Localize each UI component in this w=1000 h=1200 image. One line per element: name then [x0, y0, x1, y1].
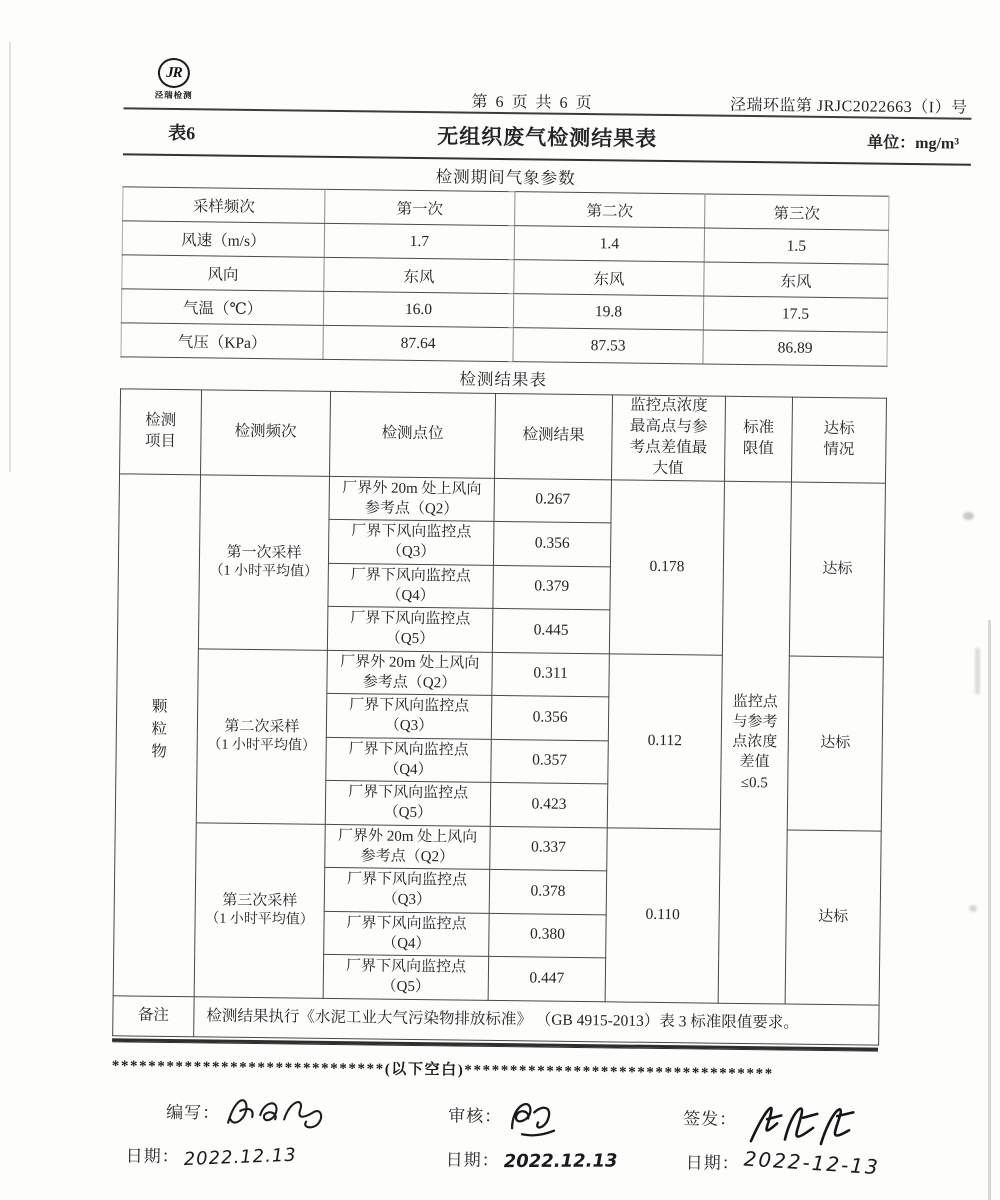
frequency-cell: 第三次采样 （1 小时平均值） — [194, 822, 325, 998]
weather-cell: 风速（m/s） — [122, 221, 324, 257]
reviewer-signature-scribble — [502, 1092, 569, 1143]
weather-cell: 1.4 — [514, 226, 704, 262]
location-cell: 厂界下风向监控点（Q4） — [326, 737, 492, 783]
weather-section-caption: 检测期间气象参数 — [435, 167, 576, 188]
unit-label: 单位：mg/m³ — [867, 133, 960, 153]
value-cell: 0.380 — [489, 913, 607, 958]
results-table — [112, 388, 887, 1045]
page-number: 第 6 页 共 6 页 — [471, 93, 594, 113]
weather-cell: 87.64 — [323, 325, 513, 361]
weather-cell: 气压（KPa） — [121, 323, 323, 359]
logo-initials: JR — [166, 64, 182, 81]
col-header-result: 检测结果 — [495, 393, 613, 479]
location-cell: 厂界下风向监控点（Q5） — [325, 781, 491, 827]
date-block-reviewer — [446, 1145, 686, 1173]
date-value: 2022-12-13 — [743, 1146, 881, 1179]
weather-cell: 采样频次 — [123, 187, 325, 223]
signature-row — [111, 1085, 960, 1147]
frequency-cell: 第二次采样 （1 小时平均值） — [196, 649, 327, 825]
sign-block-writer — [166, 1086, 449, 1139]
weather-cell: 第三次 — [705, 194, 889, 230]
weather-cell: 东风 — [704, 262, 888, 298]
col-header-compliance: 达标情况 — [791, 397, 886, 483]
compliance-cell: 达标 — [789, 482, 885, 657]
issuer-label: 签发： — [683, 1108, 738, 1129]
date-label: 日期： — [445, 1150, 500, 1170]
value-cell: 0.357 — [491, 739, 609, 784]
weather-cell: 87.53 — [513, 328, 703, 364]
remark-label: 备注 — [113, 995, 194, 1036]
location-cell: 厂界下风向监控点（Q3） — [324, 868, 490, 914]
weather-cell: 气温（℃） — [121, 289, 323, 325]
remark-row — [113, 995, 879, 1044]
location-cell: 厂界下风向监控点（Q4） — [324, 911, 490, 957]
max-diff-cell: 0.178 — [609, 480, 724, 655]
compliance-cell: 达标 — [785, 830, 881, 1005]
weather-cell: 风向 — [122, 255, 324, 291]
blank-space-notice: ******************************(以下空白)********************************** — [111, 1057, 774, 1083]
location-cell: 厂界下风向监控点（Q3） — [328, 520, 494, 566]
col-header-max-diff: 监控点浓度最高点与参考点差值最大值 — [611, 395, 725, 481]
value-cell: 0.356 — [491, 696, 609, 741]
location-cell: 厂界外 20m 处上风向参考点（Q2） — [329, 476, 495, 522]
location-cell: 厂界下风向监控点（Q5） — [323, 955, 489, 1001]
date-block-writer — [126, 1141, 446, 1170]
standard-limit-cell: 监控点与参考点浓度差值≤0.5 — [718, 481, 791, 1004]
value-cell: 0.379 — [493, 565, 611, 610]
location-cell: 厂界下风向监控点（Q4） — [328, 563, 494, 609]
value-cell: 0.356 — [493, 522, 611, 567]
weather-cell: 16.0 — [323, 291, 513, 327]
remark-text: 检测结果执行《水泥工业大气污染物排放标准》 （GB 4915-2013）表 3 标准限值要求。 — [194, 996, 879, 1044]
value-cell: 0.445 — [492, 609, 610, 654]
page-content — [111, 0, 973, 1179]
weather-cell: 1.7 — [324, 223, 514, 259]
item-cell: 颗粒物 — [113, 474, 200, 997]
col-header-item: 检测项目 — [120, 389, 202, 475]
value-cell: 0.447 — [488, 957, 606, 1002]
value-cell: 0.311 — [492, 652, 610, 697]
issuer-signature-scribble — [737, 1095, 868, 1153]
col-header-location: 检测点位 — [330, 391, 496, 478]
weather-cell: 1.5 — [704, 228, 888, 264]
results-header-row — [120, 389, 887, 483]
writer-label: 编写： — [166, 1102, 221, 1123]
value-cell: 0.267 — [494, 478, 612, 523]
date-block-issuer — [685, 1146, 959, 1179]
date-label: 日期： — [125, 1146, 180, 1166]
logo-caption: 泾瑞检测 — [154, 89, 193, 101]
date-value: 2022.12.13 — [183, 1144, 298, 1170]
table-row — [119, 474, 885, 527]
weather-table — [120, 186, 889, 366]
max-diff-cell: 0.112 — [607, 654, 722, 829]
weather-cell: 东风 — [514, 260, 704, 296]
results-section-caption: 检测结果表 — [459, 369, 548, 390]
page-title: 无组织废气检测结果表 — [437, 124, 658, 151]
location-cell: 厂界外 20m 处上风向参考点（Q2） — [327, 650, 493, 696]
table-label: 表6 — [168, 122, 196, 144]
max-diff-cell: 0.110 — [605, 828, 720, 1003]
location-cell: 厂界下风向监控点（Q5） — [327, 607, 493, 653]
sign-block-reviewer — [448, 1089, 684, 1144]
weather-cell: 86.89 — [703, 330, 887, 366]
location-cell: 厂界外 20m 处上风向参考点（Q2） — [325, 824, 491, 870]
weather-cell: 第二次 — [515, 192, 705, 228]
location-cell: 厂界下风向监控点（Q3） — [326, 694, 492, 740]
col-header-limit: 标准限值 — [724, 396, 792, 481]
reviewer-label: 审核： — [448, 1106, 503, 1126]
value-cell: 0.378 — [489, 870, 607, 915]
compliance-cell: 达标 — [787, 656, 883, 831]
col-header-frequency: 检测频次 — [201, 390, 331, 476]
frequency-cell: 第一次采样 （1 小时平均值） — [198, 475, 329, 651]
sign-block-issuer — [683, 1092, 960, 1153]
value-cell: 0.337 — [490, 826, 608, 871]
writer-signature-scribble — [220, 1088, 333, 1137]
report-number: 泾瑞环监第 JRJC2022663（I）号 — [729, 96, 968, 117]
date-label: 日期： — [685, 1153, 740, 1173]
weather-cell: 东风 — [324, 257, 514, 293]
date-value: 2022.12.13 — [503, 1150, 618, 1172]
weather-cell: 第一次 — [325, 189, 515, 225]
value-cell: 0.423 — [490, 783, 608, 828]
weather-cell: 17.5 — [703, 296, 887, 332]
weather-cell: 19.8 — [513, 294, 703, 330]
